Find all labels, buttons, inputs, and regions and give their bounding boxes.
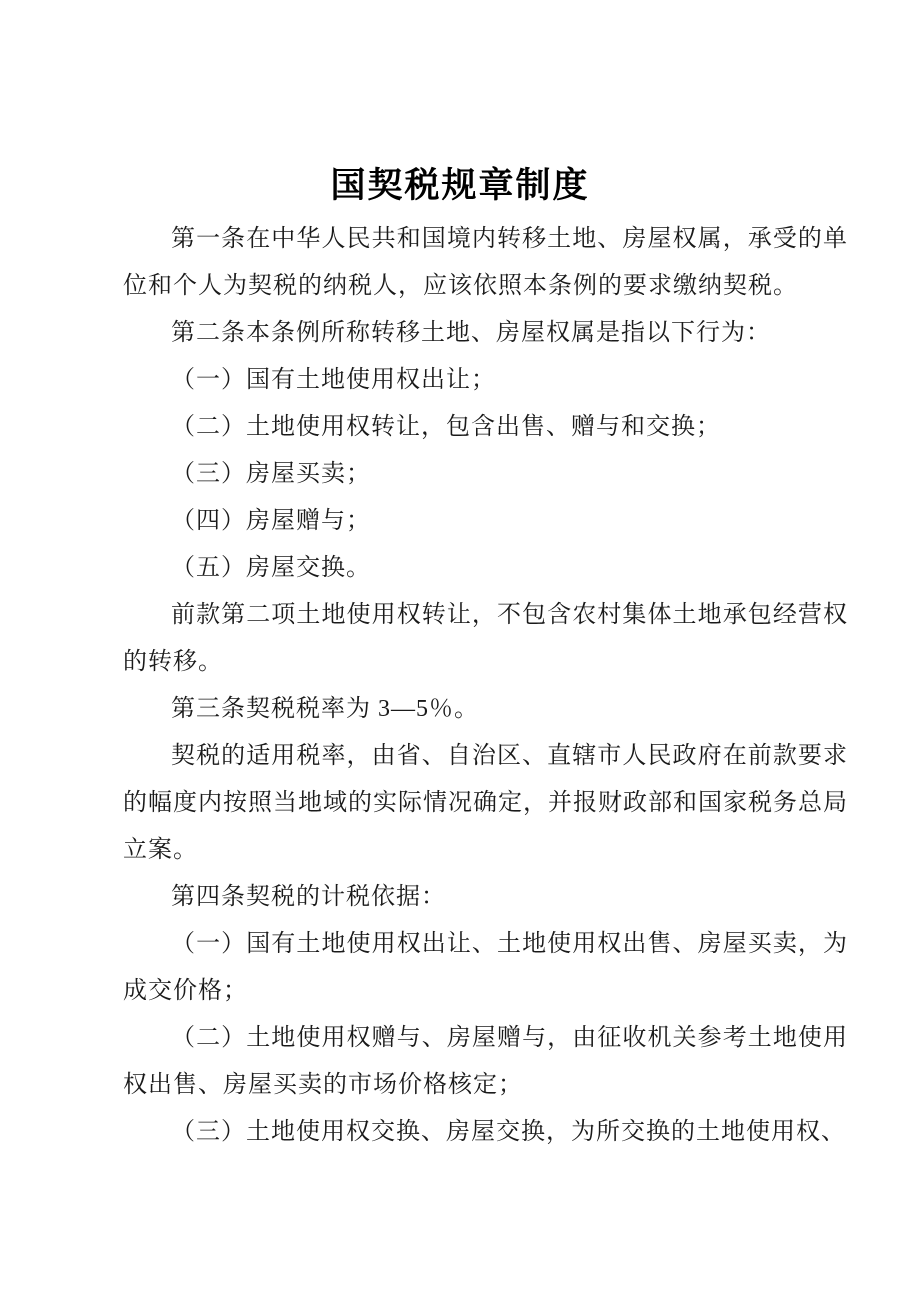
document-paragraph: （二）土地使用权赠与、房屋赠与，由征收机关参考土地使用权出售、房屋买卖的市场价格核定； — [123, 1025, 848, 1098]
document-paragraph: 第二条本条例所称转移土地、房屋权属是指以下行为： — [171, 320, 771, 346]
document-paragraph: （三）房屋买卖； — [171, 461, 371, 487]
document-paragraph: 第一条在中华人民共和国境内转移土地、房屋权属，承受的单位和个人为契税的纳税人，应该依照本条例的要求缴纳契税。 — [123, 226, 848, 299]
document-paragraph: （五）房屋交换。 — [171, 555, 371, 581]
document-paragraph: （二）土地使用权转让，包含出售、赠与和交换； — [171, 414, 721, 440]
document-paragraph: 前款第二项土地使用权转让，不包含农村集体土地承包经营权的转移。 — [123, 602, 848, 675]
document-paragraph: （一）国有土地使用权出让； — [171, 367, 496, 393]
document-body — [123, 216, 848, 1156]
document-paragraph: （三）土地使用权交换、房屋交换，为所交换的土地使用权、 — [171, 1119, 846, 1145]
document-paragraph: （一）国有土地使用权出让、土地使用权出售、房屋买卖，为成交价格； — [123, 931, 848, 1004]
document-title: 国契税规章制度 — [330, 166, 590, 205]
document-paragraph: （四）房屋赠与； — [171, 508, 371, 534]
document-paragraph: 第四条契税的计税依据： — [171, 884, 446, 910]
document-paragraph: 第三条契税税率为 3—5％。 — [171, 696, 479, 722]
document-paragraph: 契税的适用税率，由省、自治区、直辖市人民政府在前款要求的幅度内按照当地域的实际情况确定，并报财政部和国家税务总局立案。 — [123, 743, 848, 863]
